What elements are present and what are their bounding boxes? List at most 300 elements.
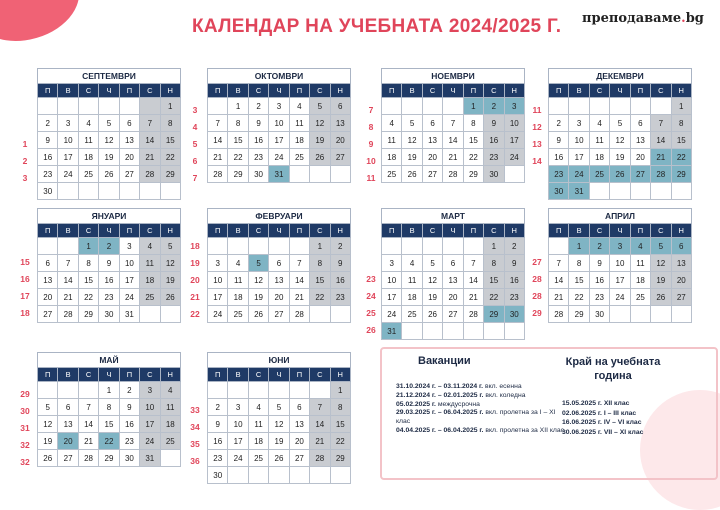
- day-cell: 2: [504, 238, 524, 255]
- day-cell: 11: [589, 132, 609, 149]
- day-cell: 22: [310, 289, 330, 306]
- weekday-header: П: [119, 224, 139, 238]
- day-cell: 4: [78, 115, 98, 132]
- day-cell: 30: [119, 450, 139, 467]
- month-calendar: [548, 68, 692, 200]
- day-cell: 6: [289, 399, 309, 416]
- week-number: 30: [20, 406, 30, 416]
- day-cell: 15: [463, 132, 483, 149]
- day-cell: [549, 98, 569, 115]
- week-number: 7: [192, 173, 198, 183]
- day-cell: 29: [160, 166, 180, 183]
- day-cell: 12: [38, 416, 58, 433]
- day-cell: 13: [58, 416, 78, 433]
- week-number: 6: [192, 156, 198, 166]
- day-cell: 21: [651, 149, 671, 166]
- day-cell: [228, 382, 248, 399]
- day-cell: 29: [330, 450, 350, 467]
- day-cell: 8: [569, 255, 589, 272]
- day-cell: 22: [484, 289, 504, 306]
- day-cell: 6: [630, 115, 650, 132]
- day-cell: 14: [463, 272, 483, 289]
- week-number: 21: [190, 292, 200, 302]
- day-cell: 5: [248, 255, 268, 272]
- day-cell: 27: [119, 166, 139, 183]
- day-cell: 22: [330, 433, 350, 450]
- weekday-header: В: [569, 224, 589, 238]
- weekday-header: Ч: [443, 84, 463, 98]
- day-cell: [651, 183, 671, 200]
- end-item: 30.06.2025 г. VII – XI клас: [562, 428, 644, 436]
- day-cell: 5: [422, 255, 442, 272]
- vacations-title: Ваканции: [418, 355, 471, 367]
- month-grid: [548, 83, 692, 200]
- day-cell: 3: [269, 98, 289, 115]
- month-calendar: [207, 352, 351, 484]
- day-cell: 17: [58, 149, 78, 166]
- day-cell: 26: [310, 149, 330, 166]
- week-number: [362, 254, 380, 271]
- day-cell: 20: [422, 149, 442, 166]
- day-cell: 17: [208, 289, 228, 306]
- day-cell: 22: [160, 149, 180, 166]
- day-cell: 14: [208, 132, 228, 149]
- day-cell: 25: [248, 450, 268, 467]
- day-cell: 11: [382, 132, 402, 149]
- day-cell: 22: [228, 149, 248, 166]
- day-cell: [589, 183, 609, 200]
- day-cell: 5: [402, 115, 422, 132]
- day-cell: 9: [99, 255, 119, 272]
- weekday-header: П: [549, 84, 569, 98]
- day-cell: 8: [99, 399, 119, 416]
- day-cell: 11: [78, 132, 98, 149]
- day-cell: 15: [99, 416, 119, 433]
- day-cell: [289, 166, 309, 183]
- day-cell: 16: [484, 132, 504, 149]
- day-cell: 6: [38, 255, 58, 272]
- day-cell: 27: [330, 149, 350, 166]
- weekday-header: С: [140, 84, 160, 98]
- day-cell: 16: [589, 272, 609, 289]
- weekday-header: С: [589, 224, 609, 238]
- day-cell: 30: [248, 166, 268, 183]
- weekday-header: Н: [330, 224, 350, 238]
- day-cell: 31: [140, 450, 160, 467]
- day-cell: 10: [228, 416, 248, 433]
- day-cell: 29: [99, 450, 119, 467]
- day-cell: 15: [484, 272, 504, 289]
- day-cell: 17: [382, 289, 402, 306]
- day-cell: 10: [208, 272, 228, 289]
- week-number: 24: [366, 291, 376, 301]
- day-cell: 28: [78, 450, 98, 467]
- day-cell: 8: [463, 115, 483, 132]
- week-number: 22: [190, 309, 200, 319]
- week-number: 29: [532, 308, 542, 318]
- day-cell: 10: [140, 399, 160, 416]
- day-cell: 19: [160, 272, 180, 289]
- weekday-header: С: [310, 368, 330, 382]
- day-cell: 19: [422, 289, 442, 306]
- day-cell: 13: [119, 132, 139, 149]
- day-cell: 18: [140, 272, 160, 289]
- day-cell: 29: [78, 306, 98, 323]
- weekday-header: П: [382, 224, 402, 238]
- page-title: КАЛЕНДАР НА УЧЕБНАТА 2024/2025 Г.: [192, 16, 562, 37]
- day-cell: 14: [140, 132, 160, 149]
- week-number: [528, 170, 546, 187]
- day-cell: [99, 183, 119, 200]
- day-cell: 2: [248, 98, 268, 115]
- vacation-item: 21.12.2024 г. – 02.01.2025 г. вкл. коледна: [396, 391, 526, 399]
- weekday-header: С: [310, 84, 330, 98]
- day-cell: 4: [630, 238, 650, 255]
- end-item: 02.06.2025 г. I – III клас: [562, 409, 637, 417]
- day-cell: 1: [671, 98, 691, 115]
- day-cell: 18: [630, 272, 650, 289]
- week-number: [16, 102, 34, 119]
- weekday-header: Н: [330, 84, 350, 98]
- week-number: 2: [22, 156, 28, 166]
- weekday-header: В: [58, 84, 78, 98]
- day-cell: 1: [463, 98, 483, 115]
- day-cell: 10: [269, 115, 289, 132]
- vacation-item: 31.10.2024 г. – 03.11.2024 г. вкл. есенна: [396, 383, 522, 390]
- week-number: 33: [190, 405, 200, 415]
- day-cell: 3: [382, 255, 402, 272]
- day-cell: 7: [78, 399, 98, 416]
- month-name: ОКТОМВРИ: [207, 68, 351, 83]
- day-cell: [58, 382, 78, 399]
- day-cell: [484, 323, 504, 340]
- day-cell: [330, 306, 350, 323]
- day-cell: 8: [160, 115, 180, 132]
- weekday-header: Н: [330, 368, 350, 382]
- week-numbers: [16, 386, 34, 471]
- day-cell: [671, 306, 691, 323]
- day-cell: 7: [208, 115, 228, 132]
- day-cell: [140, 306, 160, 323]
- day-cell: 15: [160, 132, 180, 149]
- day-cell: [402, 98, 422, 115]
- week-number: 17: [20, 291, 30, 301]
- day-cell: [422, 238, 442, 255]
- day-cell: 3: [58, 115, 78, 132]
- day-cell: [589, 98, 609, 115]
- day-cell: [610, 306, 630, 323]
- day-cell: 25: [289, 149, 309, 166]
- day-cell: [160, 306, 180, 323]
- day-cell: 21: [310, 433, 330, 450]
- day-cell: 28: [310, 450, 330, 467]
- day-cell: 13: [330, 115, 350, 132]
- day-cell: 29: [228, 166, 248, 183]
- day-cell: 6: [671, 238, 691, 255]
- week-number: 35: [190, 439, 200, 449]
- day-cell: 24: [208, 306, 228, 323]
- weekday-header: Ч: [99, 84, 119, 98]
- day-cell: 26: [422, 306, 442, 323]
- site-logo[interactable]: преподаваме.bg: [582, 11, 704, 26]
- day-cell: 16: [208, 433, 228, 450]
- day-cell: [330, 467, 350, 484]
- weekday-header: П: [38, 224, 58, 238]
- day-cell: 4: [160, 382, 180, 399]
- day-cell: 19: [610, 149, 630, 166]
- vacation-item: 05.02.2025 г. междусрочна: [396, 400, 480, 408]
- day-cell: 26: [610, 166, 630, 183]
- weekday-header: С: [140, 224, 160, 238]
- weekday-header: Ч: [269, 224, 289, 238]
- day-cell: 5: [651, 238, 671, 255]
- day-cell: 5: [160, 238, 180, 255]
- day-cell: 19: [269, 433, 289, 450]
- week-number: 3: [192, 105, 198, 115]
- day-cell: 28: [140, 166, 160, 183]
- week-number: 11: [366, 173, 376, 183]
- day-cell: [671, 183, 691, 200]
- day-cell: 18: [382, 149, 402, 166]
- weekday-header: С: [78, 84, 98, 98]
- day-cell: 21: [208, 149, 228, 166]
- day-cell: [208, 238, 228, 255]
- day-cell: 20: [269, 289, 289, 306]
- weekday-header: В: [569, 84, 589, 98]
- vacation-item: 04.04.2025 г. – 06.04.2025 г. вкл. пролетна за XII клас: [396, 426, 565, 434]
- weekday-header: С: [589, 84, 609, 98]
- weekday-header: Н: [160, 224, 180, 238]
- month-name: ФЕВРУАРИ: [207, 208, 351, 223]
- weekday-header: В: [402, 224, 422, 238]
- weekday-header: П: [630, 224, 650, 238]
- day-cell: [58, 98, 78, 115]
- day-cell: 14: [58, 272, 78, 289]
- weekday-header: П: [549, 224, 569, 238]
- day-cell: [610, 183, 630, 200]
- day-cell: 7: [310, 399, 330, 416]
- day-cell: [630, 98, 650, 115]
- day-cell: 28: [549, 306, 569, 323]
- day-cell: 11: [140, 255, 160, 272]
- day-cell: 30: [549, 183, 569, 200]
- day-cell: [630, 183, 650, 200]
- day-cell: 11: [630, 255, 650, 272]
- day-cell: 19: [310, 132, 330, 149]
- day-cell: 28: [58, 306, 78, 323]
- week-number: 19: [190, 258, 200, 268]
- day-cell: [310, 467, 330, 484]
- day-cell: [78, 183, 98, 200]
- day-cell: 20: [630, 149, 650, 166]
- day-cell: 7: [58, 255, 78, 272]
- school-year-end-list: [562, 399, 643, 437]
- week-number: 1: [22, 139, 28, 149]
- weekday-header: П: [119, 84, 139, 98]
- weekday-header: В: [58, 368, 78, 382]
- day-cell: 19: [651, 272, 671, 289]
- day-cell: [310, 166, 330, 183]
- month-calendar: [548, 208, 692, 323]
- day-cell: 2: [208, 399, 228, 416]
- day-cell: [402, 323, 422, 340]
- day-cell: 6: [330, 98, 350, 115]
- day-cell: [569, 98, 589, 115]
- day-cell: 9: [549, 132, 569, 149]
- day-cell: 20: [330, 132, 350, 149]
- week-number: 9: [368, 139, 374, 149]
- day-cell: 7: [140, 115, 160, 132]
- weekday-header: П: [289, 368, 309, 382]
- day-cell: [140, 98, 160, 115]
- day-cell: 27: [58, 450, 78, 467]
- week-number: 34: [190, 422, 200, 432]
- month-name: МАЙ: [37, 352, 181, 367]
- day-cell: 20: [38, 289, 58, 306]
- day-cell: 27: [671, 289, 691, 306]
- weekday-header: Ч: [269, 84, 289, 98]
- day-cell: 3: [610, 238, 630, 255]
- day-cell: 9: [330, 255, 350, 272]
- day-cell: 31: [119, 306, 139, 323]
- weekday-header: П: [289, 224, 309, 238]
- week-number: 27: [532, 257, 542, 267]
- day-cell: 30: [504, 306, 524, 323]
- day-cell: 14: [78, 416, 98, 433]
- day-cell: 3: [228, 399, 248, 416]
- day-cell: 5: [610, 115, 630, 132]
- day-cell: [463, 238, 483, 255]
- weekday-header: В: [228, 224, 248, 238]
- day-cell: 12: [651, 255, 671, 272]
- weekday-header: С: [422, 84, 442, 98]
- day-cell: 8: [310, 255, 330, 272]
- week-number: 25: [366, 308, 376, 318]
- day-cell: 4: [589, 115, 609, 132]
- day-cell: 25: [630, 289, 650, 306]
- day-cell: 24: [228, 450, 248, 467]
- day-cell: 2: [38, 115, 58, 132]
- day-cell: 9: [484, 115, 504, 132]
- day-cell: 17: [119, 272, 139, 289]
- decorative-blob-top-left: [0, 0, 85, 47]
- month-grid: [207, 367, 351, 484]
- day-cell: 1: [228, 98, 248, 115]
- day-cell: 22: [463, 149, 483, 166]
- day-cell: 4: [402, 255, 422, 272]
- day-cell: 22: [78, 289, 98, 306]
- day-cell: [269, 238, 289, 255]
- day-cell: 8: [228, 115, 248, 132]
- day-cell: 12: [99, 132, 119, 149]
- weekday-header: В: [402, 84, 422, 98]
- day-cell: 9: [119, 399, 139, 416]
- day-cell: 10: [58, 132, 78, 149]
- weekday-header: В: [228, 368, 248, 382]
- day-cell: 31: [382, 323, 402, 340]
- day-cell: 27: [38, 306, 58, 323]
- day-cell: 21: [463, 289, 483, 306]
- day-cell: 15: [569, 272, 589, 289]
- day-cell: 4: [289, 98, 309, 115]
- day-cell: [228, 238, 248, 255]
- month-grid: [548, 223, 692, 323]
- day-cell: 21: [140, 149, 160, 166]
- day-cell: 1: [484, 238, 504, 255]
- day-cell: 12: [422, 272, 442, 289]
- day-cell: 27: [289, 450, 309, 467]
- month-grid: [37, 223, 181, 323]
- day-cell: 4: [140, 238, 160, 255]
- day-cell: 2: [484, 98, 504, 115]
- day-cell: 5: [269, 399, 289, 416]
- day-cell: 8: [484, 255, 504, 272]
- day-cell: 9: [589, 255, 609, 272]
- weekday-header: С: [78, 368, 98, 382]
- day-cell: 23: [248, 149, 268, 166]
- day-cell: 25: [228, 306, 248, 323]
- day-cell: 24: [569, 166, 589, 183]
- day-cell: [549, 238, 569, 255]
- day-cell: 6: [422, 115, 442, 132]
- day-cell: [382, 238, 402, 255]
- day-cell: 8: [330, 399, 350, 416]
- weekday-header: С: [78, 224, 98, 238]
- day-cell: [248, 238, 268, 255]
- day-cell: 8: [78, 255, 98, 272]
- day-cell: 22: [569, 289, 589, 306]
- end-item: 15.05.2025 г. XII клас: [562, 400, 630, 407]
- school-year-end-title: Край на учебната година: [565, 356, 661, 382]
- weekday-header: П: [208, 368, 228, 382]
- day-cell: 5: [38, 399, 58, 416]
- month-grid: [207, 83, 351, 183]
- week-number: 15: [20, 257, 30, 267]
- day-cell: [269, 467, 289, 484]
- weekday-header: П: [463, 224, 483, 238]
- month-calendar: [37, 352, 181, 467]
- day-cell: 25: [382, 166, 402, 183]
- month-grid: [37, 367, 181, 467]
- day-cell: 19: [38, 433, 58, 450]
- day-cell: 23: [208, 450, 228, 467]
- weekday-header: Н: [504, 224, 524, 238]
- week-number: 5: [192, 139, 198, 149]
- day-cell: 17: [504, 132, 524, 149]
- day-cell: 21: [78, 433, 98, 450]
- week-numbers: [186, 402, 204, 470]
- week-numbers: [186, 238, 204, 323]
- day-cell: 3: [208, 255, 228, 272]
- weekday-header: П: [463, 84, 483, 98]
- week-number: 14: [532, 156, 542, 166]
- day-cell: 13: [422, 132, 442, 149]
- day-cell: 2: [330, 238, 350, 255]
- weekday-header: С: [651, 224, 671, 238]
- weekday-header: Ч: [610, 84, 630, 98]
- day-cell: 24: [119, 289, 139, 306]
- day-cell: [422, 323, 442, 340]
- day-cell: 22: [99, 433, 119, 450]
- day-cell: 24: [610, 289, 630, 306]
- day-cell: [228, 467, 248, 484]
- day-cell: 28: [208, 166, 228, 183]
- day-cell: 24: [382, 306, 402, 323]
- day-cell: [651, 306, 671, 323]
- day-cell: 24: [504, 149, 524, 166]
- day-cell: 11: [160, 399, 180, 416]
- day-cell: 2: [549, 115, 569, 132]
